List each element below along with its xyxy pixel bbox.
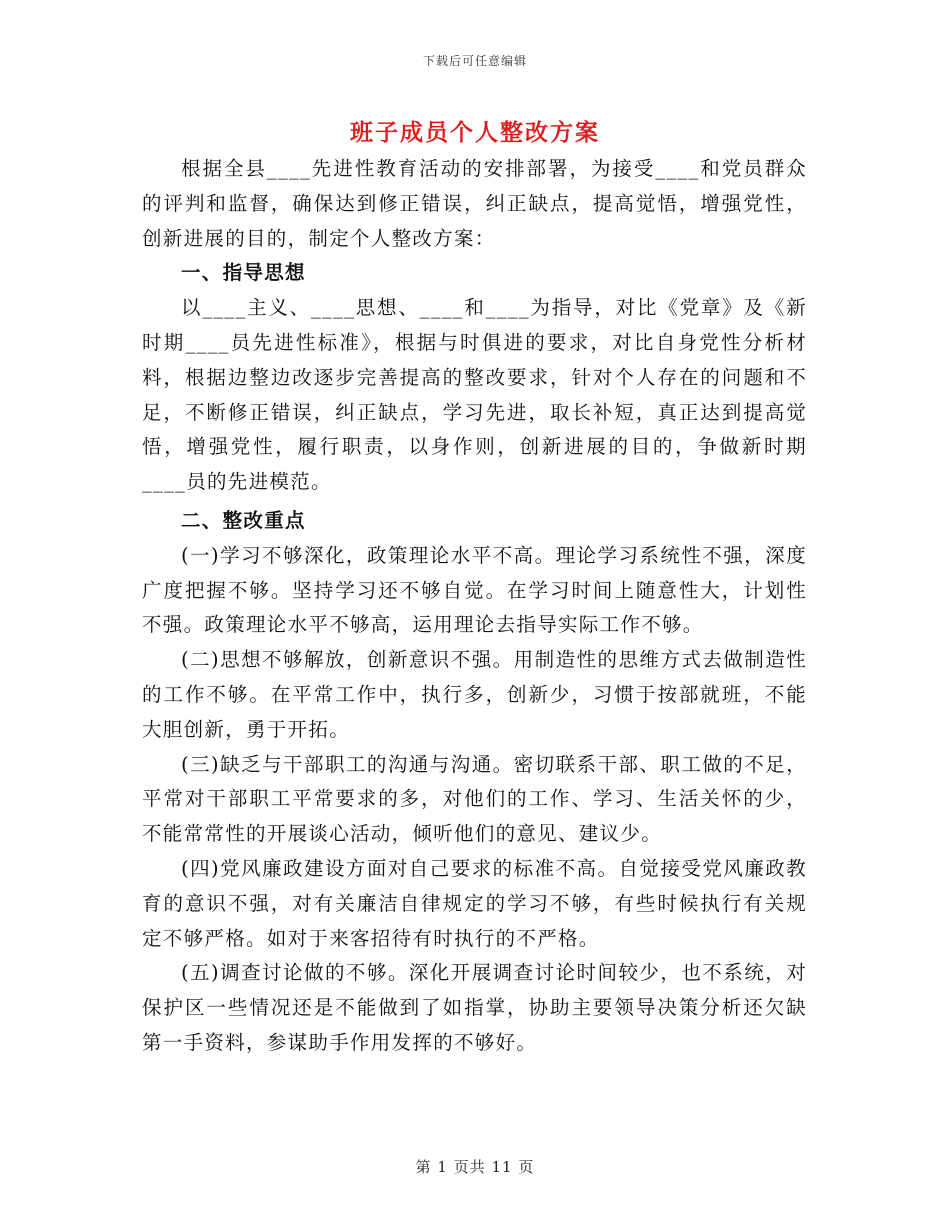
rectification-item-1: (一)学习不够深化，政策理论水平不高。理论学习系统性不强，深度广度把握不够。坚持学习还不够自觉。在学习时间上随意性大，计划性不强。政策理论水平不够高，运用理论去指导实际工作不够。 <box>142 543 807 637</box>
intro-paragraph: 根据全县____先进性教育活动的安排部署，为接受____和党员群众的评判和监督，确保达到修正错误，纠正缺点，提高觉悟，增强党性，创新进展的目的，制定个人整改方案： <box>142 157 807 250</box>
section-heading-rectification-focus: 二、整改重点 <box>181 508 306 532</box>
rectification-item-5: (五)调查讨论做的不够。深化开展调查讨论时间较少，也不系统，对保护区一些情况还是不能做到了如指掌，协助主要领导决策分析还欠缺第一手资料，参谋助手作用发挥的不够好。 <box>142 961 807 1054</box>
section-heading-guiding-ideology: 一、指导思想 <box>181 261 306 285</box>
page-number-footer: 第 1 页共 11 页 <box>415 1158 535 1176</box>
guiding-ideology-paragraph: 以____主义、____思想、____和____为指导，对比《党章》及《新时期____员先进性标准》，根据与时俱进的要求，对比自身党性分析材料，根据边整边改逐步完善提高的整改要求，针对个人存在的问题和不足，不断修正错误，纠正缺点，学习先进，取长补短，真正达到提高觉悟，增强党性，履行职责，以身作则，创新进展的目的，争做新时期____员的先进模范。 <box>142 296 807 494</box>
rectification-item-3: (三)缺乏与干部职工的沟通与沟通。密切联系干部、职工做的不足，平常对干部职工平常要求的多，对他们的工作、学习、生活关怀的少，不能常常性的开展谈心活动，倾听他们的意见、建议少。 <box>142 752 807 846</box>
document-body <box>142 152 807 1061</box>
document-title: 班子成员个人整改方案 <box>350 119 600 146</box>
rectification-item-4: (四)党风廉政建设方面对自己要求的标准不高。自觉接受党风廉政教育的意识不强，对有关廉洁自律规定的学习不够，有些时候执行有关规定不够严格。如对于来客招待有时执行的不严格。 <box>142 856 807 950</box>
rectification-item-2: (二)思想不够解放，创新意识不强。用制造性的思维方式去做制造性的工作不够。在平常工作中，执行多，创新少，习惯于按部就班，不能大胆创新，勇于开拓。 <box>142 648 807 741</box>
page-header-note: 下载后可任意编辑 <box>422 54 527 68</box>
